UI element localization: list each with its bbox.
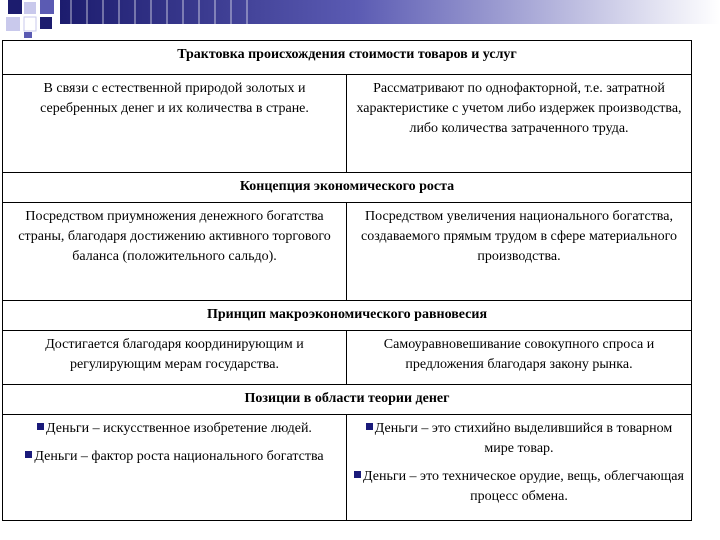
square-bullet-icon <box>366 423 373 430</box>
list-item-text: Деньги – искусственное изобретение людей. <box>46 421 312 436</box>
section-header-row <box>3 173 692 203</box>
square-bullet-icon <box>25 451 32 458</box>
left-cell: В связи с естественной природой золотых и серебренных денег и их количества в стране. <box>3 75 347 173</box>
list-item <box>353 467 685 507</box>
section-header-row <box>3 41 692 75</box>
decorative-header-band <box>0 0 720 40</box>
section-title: Позиции в области теории денег <box>3 385 692 415</box>
table-row <box>3 75 692 173</box>
table-row <box>3 331 692 385</box>
left-cell: Достигается благодаря координирующим и регулирующим мерам государства. <box>3 331 347 385</box>
section-header-row <box>3 301 692 331</box>
list-item <box>9 447 340 467</box>
right-cell: Посредством увеличения национального богатства, создаваемого прямым трудом в сфере материального производства. <box>347 203 692 301</box>
left-cell <box>3 415 347 521</box>
right-cell <box>347 415 692 521</box>
square-bullet-icon <box>37 423 44 430</box>
table-row <box>3 203 692 301</box>
right-cell: Самоуравновешивание совокупного спроса и предложения благодаря закону рынка. <box>347 331 692 385</box>
section-title: Принцип макроэкономического равновесия <box>3 301 692 331</box>
table-row <box>3 415 692 521</box>
section-title: Концепция экономического роста <box>3 173 692 203</box>
comparison-table <box>2 40 692 521</box>
list-item-text: Деньги – это стихийно выделившийся в товарном мире товар. <box>374 421 673 456</box>
bullet-list <box>9 419 340 467</box>
list-item <box>353 419 685 459</box>
list-item <box>9 419 340 439</box>
section-header-row <box>3 385 692 415</box>
bullet-list <box>353 419 685 507</box>
square-bullet-icon <box>354 471 361 478</box>
list-item-text: Деньги – фактор роста национального богатства <box>34 449 324 464</box>
section-title: Трактовка происхождения стоимости товаров и услуг <box>3 41 692 75</box>
list-item-text: Деньги – это техническое орудие, вещь, облегчающая процесс обмена. <box>363 469 684 504</box>
left-cell: Посредством приумножения денежного богатства страны, благодаря достижению активного торгового баланса (положительного сальдо). <box>3 203 347 301</box>
right-cell: Рассматривают по однофакторной, т.е. затратной характеристике с учетом либо издержек производства, либо количества затраченного труда. <box>347 75 692 173</box>
